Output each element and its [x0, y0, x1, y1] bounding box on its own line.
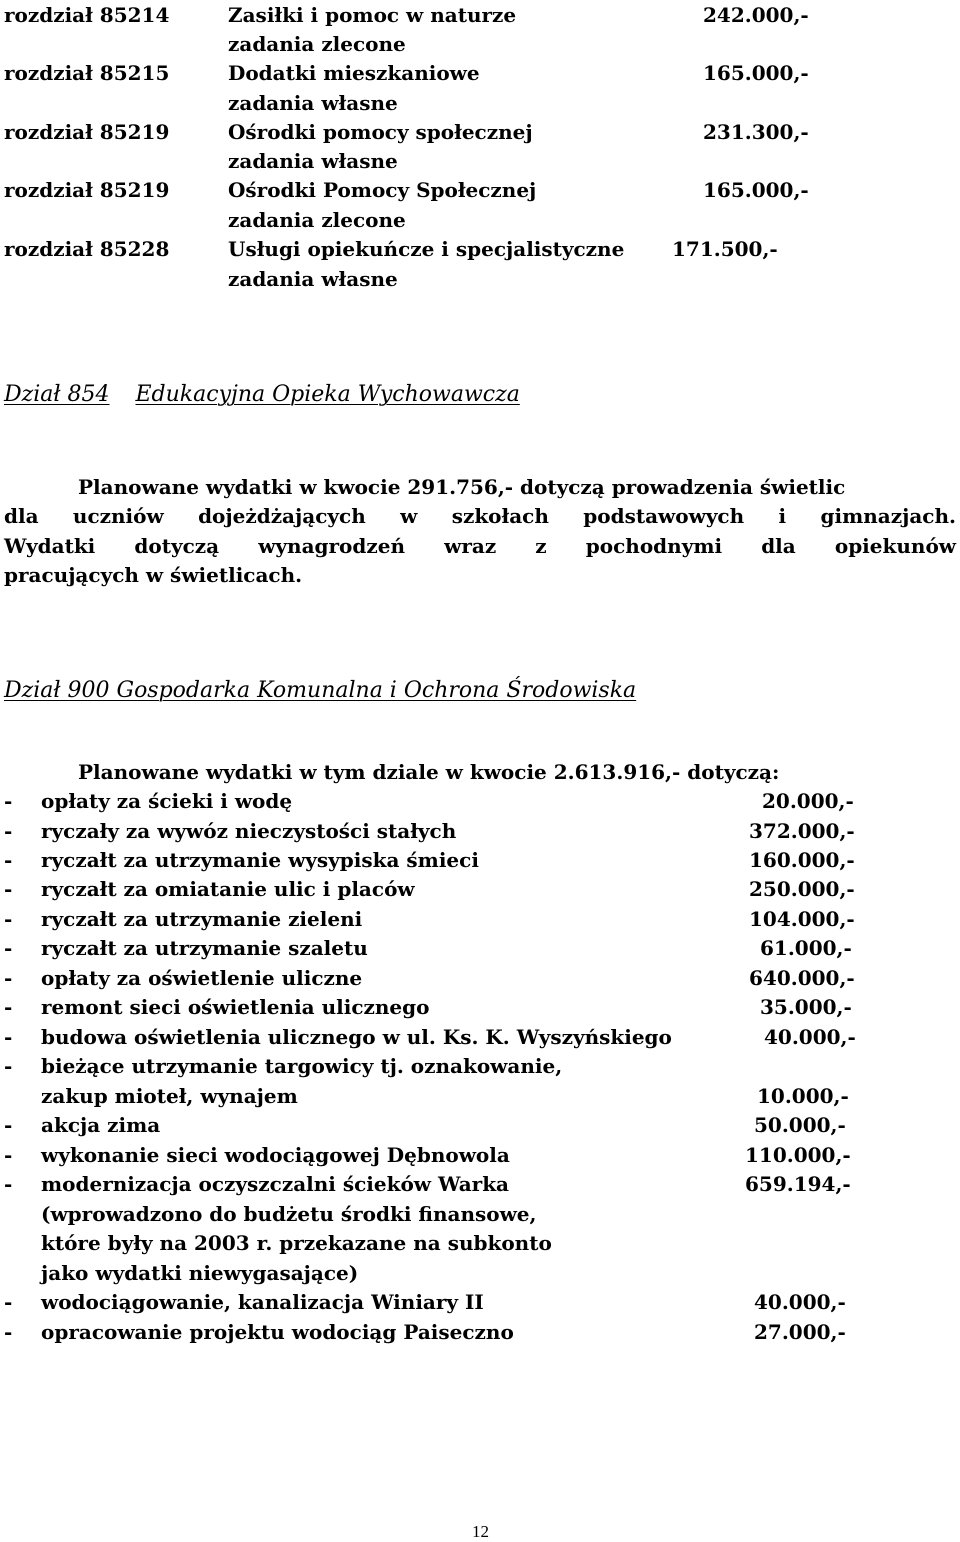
list-dash: -	[4, 1025, 13, 1049]
section-heading: Dział 900 Gospodarka Komunalna i Ochrona Środowiska	[4, 678, 637, 703]
rozdzial-type: zadania własne	[228, 91, 398, 115]
list-dash: -	[4, 1143, 13, 1167]
item-text: opłaty za oświetlenie uliczne	[41, 966, 363, 990]
item-text: ryczałt za omiatanie ulic i placów	[41, 877, 415, 901]
list-dash: -	[4, 819, 13, 843]
item-text: ryczałt za utrzymanie szaletu	[41, 936, 368, 960]
item-amount: 250.000,-	[749, 877, 855, 901]
section-title: Edukacyjna Opieka Wychowawcza	[135, 382, 520, 407]
item-amount: 61.000,-	[760, 936, 852, 960]
rozdzial-name: Zasiłki i pomoc w naturze	[228, 3, 517, 27]
item-text: budowa oświetlenia ulicznego w ul. Ks. K. Wyszyńskiego	[41, 1025, 672, 1049]
list-dash: -	[4, 907, 13, 931]
rozdzial-name: Ośrodki pomocy społecznej	[228, 120, 533, 144]
item-amount: 27.000,-	[754, 1320, 846, 1344]
item-note: (wprowadzono do budżetu środki finansowe,	[41, 1202, 537, 1226]
section-heading	[4, 382, 520, 407]
item-note: jako wydatki niewygasające)	[41, 1261, 359, 1285]
item-text: akcja zima	[41, 1113, 161, 1137]
list-dash: -	[4, 1054, 13, 1078]
rozdzial-name: Ośrodki Pomocy Społecznej	[228, 178, 537, 202]
item-amount: 50.000,-	[754, 1113, 846, 1137]
rozdzial-type: zadania własne	[228, 149, 398, 173]
item-amount: 640.000,-	[749, 966, 855, 990]
paragraph-line: dla uczniów dojeżdżających w szkołach podstawowych i gimnazjach.	[4, 504, 956, 528]
item-text: modernizacja oczyszczalni ścieków Warka	[41, 1172, 510, 1196]
section-number: Dział 854	[4, 382, 110, 407]
rozdzial-code: rozdział 85219	[4, 120, 170, 144]
paragraph-line: Planowane wydatki w kwocie 291.756,- dotyczą prowadzenia świetlic	[78, 475, 846, 499]
list-dash: -	[4, 877, 13, 901]
rozdzial-type: zadania zlecone	[228, 208, 406, 232]
item-text: wodociągowanie, kanalizacja Winiary II	[41, 1290, 484, 1314]
item-note: które były na 2003 r. przekazane na subkonto	[41, 1231, 552, 1255]
list-dash: -	[4, 1172, 13, 1196]
section-intro: Planowane wydatki w tym dziale w kwocie 2.613.916,- dotyczą:	[78, 760, 780, 784]
rozdzial-amount: 165.000,-	[703, 61, 809, 85]
list-dash: -	[4, 848, 13, 872]
item-text: bieżące utrzymanie targowicy tj. oznakowanie,	[41, 1054, 563, 1078]
item-text-continued: zakup mioteł, wynajem	[41, 1084, 298, 1108]
list-dash: -	[4, 789, 13, 813]
list-dash: -	[4, 966, 13, 990]
item-amount: 659.194,-	[745, 1172, 851, 1196]
item-text: opracowanie projektu wodociąg Paiseczno	[41, 1320, 514, 1344]
page-number: 12	[472, 1522, 489, 1541]
rozdzial-type: zadania zlecone	[228, 32, 406, 56]
item-amount: 10.000,-	[757, 1084, 849, 1108]
rozdzial-code: rozdział 85215	[4, 61, 170, 85]
list-dash: -	[4, 1290, 13, 1314]
item-amount: 110.000,-	[745, 1143, 851, 1167]
rozdzial-amount: 171.500,-	[672, 237, 778, 261]
item-amount: 20.000,-	[762, 789, 854, 813]
paragraph-line: Wydatki dotyczą wynagrodzeń wraz z pochodnymi dla opiekunów	[4, 534, 956, 558]
rozdzial-name: Dodatki mieszkaniowe	[228, 61, 480, 85]
item-text: ryczały za wywóz nieczystości stałych	[41, 819, 457, 843]
list-dash: -	[4, 1113, 13, 1137]
item-amount: 35.000,-	[760, 995, 852, 1019]
list-dash: -	[4, 936, 13, 960]
item-amount: 40.000,-	[764, 1025, 856, 1049]
rozdzial-type: zadania własne	[228, 267, 398, 291]
item-amount: 40.000,-	[754, 1290, 846, 1314]
item-text: opłaty za ścieki i wodę	[41, 789, 293, 813]
item-text: wykonanie sieci wodociągowej Dębnowola	[41, 1143, 510, 1167]
item-text: remont sieci oświetlenia ulicznego	[41, 995, 430, 1019]
list-dash: -	[4, 995, 13, 1019]
rozdzial-amount: 165.000,-	[703, 178, 809, 202]
item-amount: 372.000,-	[749, 819, 855, 843]
rozdzial-code: rozdział 85214	[4, 3, 170, 27]
item-text: ryczałt za utrzymanie zieleni	[41, 907, 363, 931]
rozdzial-code: rozdział 85219	[4, 178, 170, 202]
rozdzial-amount: 231.300,-	[703, 120, 809, 144]
item-amount: 160.000,-	[749, 848, 855, 872]
rozdzial-code: rozdział 85228	[4, 237, 170, 261]
rozdzial-name: Usługi opiekuńcze i specjalistyczne	[228, 237, 625, 261]
item-amount: 104.000,-	[749, 907, 855, 931]
list-dash: -	[4, 1320, 13, 1344]
paragraph-line: pracujących w świetlicach.	[4, 563, 303, 587]
rozdzial-amount: 242.000,-	[703, 3, 809, 27]
item-text: ryczałt za utrzymanie wysypiska śmieci	[41, 848, 479, 872]
